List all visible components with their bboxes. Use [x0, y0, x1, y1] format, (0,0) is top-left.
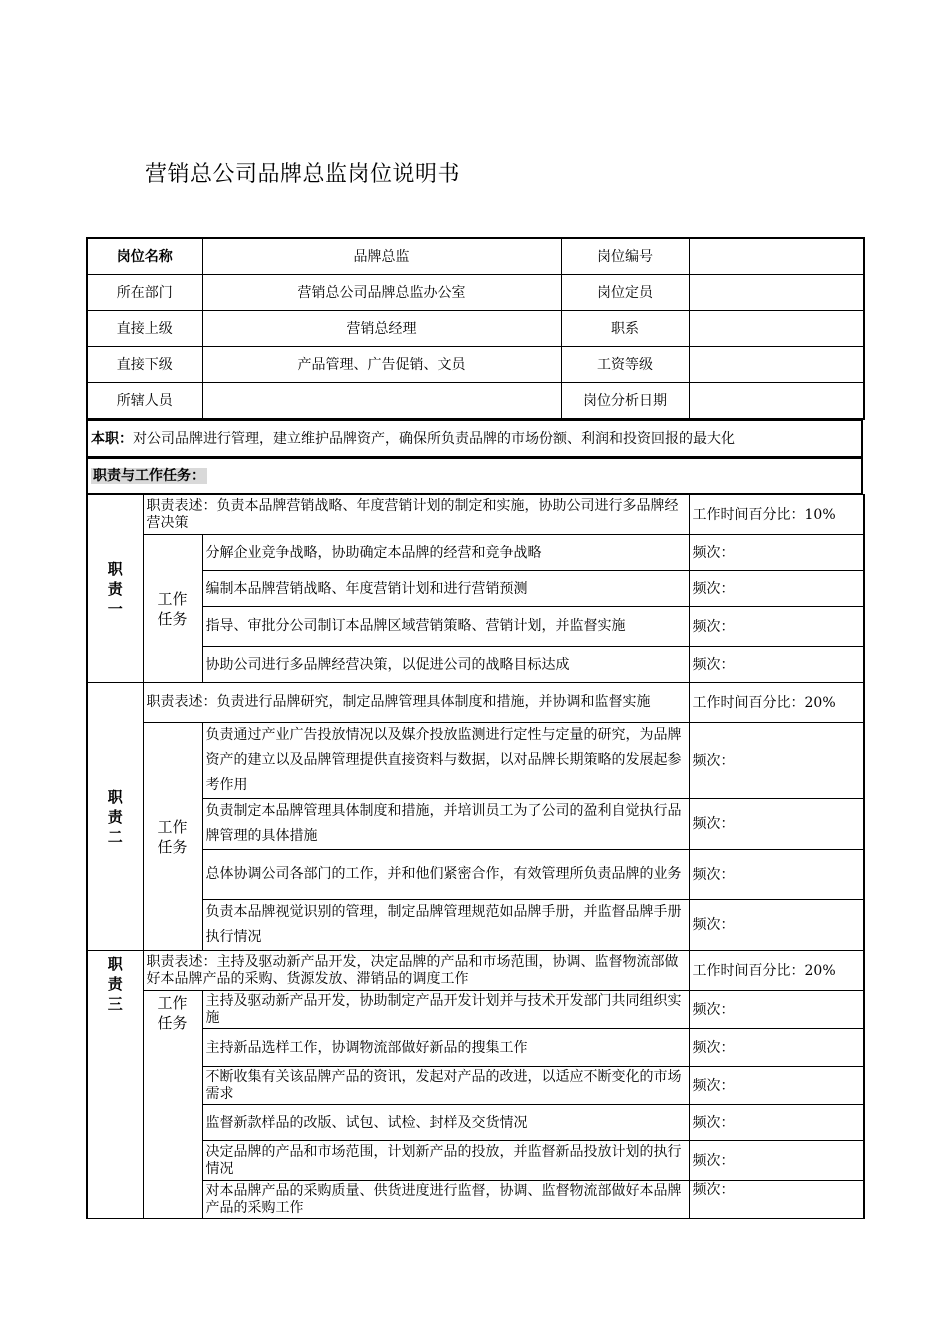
task-row — [87, 1029, 864, 1067]
task-label: 工作任务 — [143, 991, 202, 1219]
task-text: 负责通过产业广告投放情况以及媒介投放监测进行定性与定量的研究，为品牌资产的建立以及品牌管理提供直接资料与数据，以对品牌长期策略的发展起参考作用 — [202, 723, 689, 799]
task-row — [87, 900, 864, 951]
mission-table — [86, 420, 863, 458]
task-frequency: 频次： — [689, 799, 864, 850]
duty-description: 职责表述：负责本品牌营销战略、年度营销计划的制定和实施，协助公司进行多品牌经营决策 — [143, 495, 689, 535]
task-frequency: 频次： — [689, 571, 864, 607]
job-description-table — [86, 237, 863, 1219]
info-label: 所辖人员 — [87, 383, 202, 420]
task-row — [87, 647, 864, 683]
task-text: 指导、审批分公司制订本品牌区域营销策略、营销计划，并监督实施 — [202, 607, 689, 647]
task-frequency: 频次： — [689, 607, 864, 647]
task-row — [87, 799, 864, 850]
task-row — [87, 1181, 864, 1219]
duty-percent: 工作时间百分比：20% — [689, 951, 864, 991]
mission-text: 对公司品牌进行管理，建立维护品牌资产，确保所负责品牌的市场份额、利润和投资回报的最大化 — [133, 430, 735, 447]
task-frequency: 频次： — [689, 723, 864, 799]
task-text: 负责本品牌视觉识别的管理，制定品牌管理规范如品牌手册，并监督品牌手册执行情况 — [202, 900, 689, 951]
info-label: 岗位分析日期 — [561, 383, 689, 420]
task-text: 负责制定本品牌管理具体制度和措施，并培训员工为了公司的盈利自觉执行品牌管理的具体措施 — [202, 799, 689, 850]
duties-table — [86, 494, 865, 1219]
task-row — [87, 571, 864, 607]
duty-description: 职责表述：负责进行品牌研究，制定品牌管理具体制度和措施，并协调和监督实施 — [143, 683, 689, 723]
mission-cell — [87, 421, 862, 458]
task-frequency: 频次： — [689, 850, 864, 900]
info-value: 产品管理、广告促销、文员 — [202, 347, 561, 383]
task-row — [87, 723, 864, 799]
task-row — [87, 1105, 864, 1141]
info-value — [202, 383, 561, 420]
info-value — [689, 275, 864, 311]
task-frequency: 频次： — [689, 900, 864, 951]
info-label: 工资等级 — [561, 347, 689, 383]
info-label: 直接上级 — [87, 311, 202, 347]
info-label: 职系 — [561, 311, 689, 347]
duty-percent: 工作时间百分比：20% — [689, 683, 864, 723]
duty-label-1: 职责一 — [87, 495, 143, 683]
info-label: 直接下级 — [87, 347, 202, 383]
mission-row — [87, 421, 862, 458]
task-row — [87, 850, 864, 900]
info-label: 岗位定员 — [561, 275, 689, 311]
basic-info-table — [86, 237, 865, 420]
section-heading: 职责与工作任务： — [93, 468, 205, 484]
task-text: 主持新品选样工作，协调物流部做好新品的搜集工作 — [202, 1029, 689, 1067]
task-label: 工作任务 — [143, 723, 202, 951]
task-text: 分解企业竞争战略，协助确定本品牌的经营和竞争战略 — [202, 535, 689, 571]
info-value — [689, 383, 864, 420]
task-frequency: 频次： — [689, 1141, 864, 1181]
section-heading-cell — [87, 459, 862, 494]
info-value — [689, 238, 864, 275]
info-row — [87, 347, 864, 383]
task-text: 主持及驱动新产品开发，协助制定产品开发计划并与技术开发部门共同组织实施 — [202, 991, 689, 1029]
info-value: 营销总经理 — [202, 311, 561, 347]
task-text: 监督新款样品的改版、试包、试检、封样及交货情况 — [202, 1105, 689, 1141]
info-label: 岗位名称 — [87, 238, 202, 275]
duty-label-3: 职责三 — [87, 951, 143, 1219]
info-row — [87, 383, 864, 420]
task-text: 对本品牌产品的采购质量、供货进度进行监督，协调、监督物流部做好本品牌产品的采购工作 — [202, 1181, 689, 1219]
duty-description: 职责表述：主持及驱动新产品开发，决定品牌的产品和市场范围，协调、监督物流部做好本品牌产品的采购、货源发放、滞销品的调度工作 — [143, 951, 689, 991]
task-frequency: 频次： — [689, 647, 864, 683]
task-row — [87, 607, 864, 647]
task-text: 决定品牌的产品和市场范围，计划新产品的投放，并监督新品投放计划的执行情况 — [202, 1141, 689, 1181]
task-text: 协助公司进行多品牌经营决策，以促进公司的战略目标达成 — [202, 647, 689, 683]
info-value — [689, 347, 864, 383]
document-title: 营销总公司品牌总监岗位说明书 — [145, 162, 461, 187]
task-label: 工作任务 — [143, 535, 202, 683]
task-frequency: 频次： — [689, 1105, 864, 1141]
task-text: 编制本品牌营销战略、年度营销计划和进行营销预测 — [202, 571, 689, 607]
task-row — [87, 1141, 864, 1181]
duty-description-row — [87, 951, 864, 991]
task-row — [87, 535, 864, 571]
task-frequency: 频次： — [689, 1067, 864, 1105]
duty-description-row — [87, 495, 864, 535]
duty-percent: 工作时间百分比：10% — [689, 495, 864, 535]
info-label: 岗位编号 — [561, 238, 689, 275]
task-text: 总体协调公司各部门的工作，并和他们紧密合作，有效管理所负责品牌的业务 — [202, 850, 689, 900]
task-row — [87, 991, 864, 1029]
duty-description-row — [87, 683, 864, 723]
info-value: 营销总公司品牌总监办公室 — [202, 275, 561, 311]
info-row — [87, 311, 864, 347]
mission-label: 本职： — [91, 430, 133, 447]
task-text: 不断收集有关该品牌产品的资讯，发起对产品的改进，以适应不断变化的市场需求 — [202, 1067, 689, 1105]
info-row — [87, 275, 864, 311]
task-frequency: 频次： — [689, 991, 864, 1029]
duty-label-2: 职责二 — [87, 683, 143, 951]
info-label: 所在部门 — [87, 275, 202, 311]
task-frequency: 频次： — [689, 535, 864, 571]
info-value — [689, 311, 864, 347]
task-row — [87, 1067, 864, 1105]
info-row — [87, 238, 864, 275]
info-value: 品牌总监 — [202, 238, 561, 275]
section-heading-table — [86, 458, 863, 494]
task-frequency: 频次： — [689, 1029, 864, 1067]
task-frequency: 频次： — [689, 1181, 864, 1219]
